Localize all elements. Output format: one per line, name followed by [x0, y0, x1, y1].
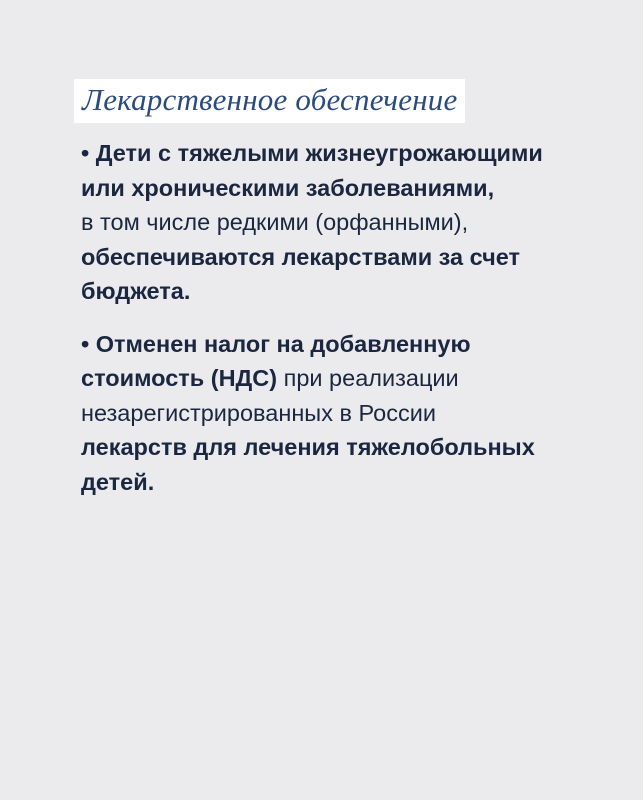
bullet-line — [81, 171, 621, 206]
bullet-line — [81, 361, 621, 396]
bold-text: обеспечиваются лекарствами за счет — [81, 243, 521, 270]
bullet-line — [81, 465, 621, 500]
bullet-line — [81, 396, 621, 431]
title-label-box — [74, 79, 465, 123]
bullet-line — [81, 240, 621, 275]
bold-text: стоимость (НДС) — [81, 365, 278, 391]
regular-text: незарегистрированных в России — [81, 399, 436, 426]
bullet-line — [81, 274, 621, 309]
bold-text: или хроническими заболеваниями, — [81, 174, 495, 201]
content-area — [81, 136, 621, 499]
bullet-item-vat-exemption — [81, 327, 621, 500]
bold-text: • Отменен налог на добавленную — [81, 330, 471, 357]
bullet-line — [81, 205, 621, 240]
bullet-item-children-drugs — [81, 136, 621, 309]
bullet-line — [81, 327, 621, 362]
bold-text: лекарств для лечения тяжелобольных — [81, 434, 535, 460]
bold-text: детей. — [81, 468, 155, 495]
bullet-line — [81, 430, 621, 465]
page-title: Лекарственное обеспечение — [82, 82, 458, 117]
regular-text: при реализации — [277, 365, 459, 391]
bullet-line — [81, 136, 621, 171]
regular-text: в том числе редкими (орфанными), — [81, 209, 469, 235]
bold-text: бюджета. — [81, 278, 191, 304]
bold-text: • Дети с тяжелыми жизнеугрожающими — [81, 140, 543, 166]
